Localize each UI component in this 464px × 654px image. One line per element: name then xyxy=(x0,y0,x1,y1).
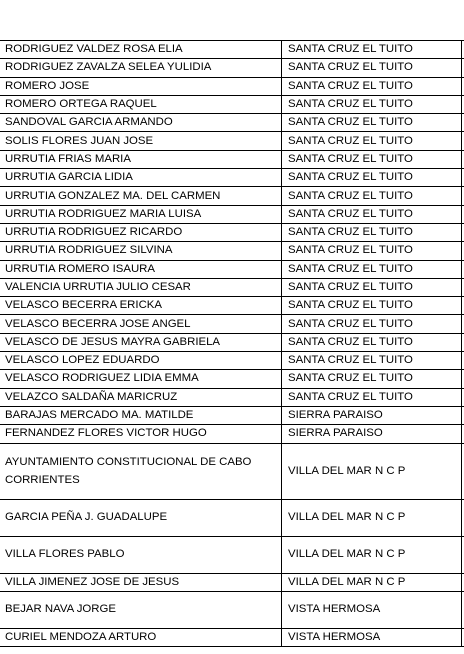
name-cell: SANDOVAL GARCIA ARMANDO xyxy=(0,114,282,132)
name-cell: VALENCIA URRUTIA JULIO CESAR xyxy=(0,278,282,296)
table-row xyxy=(0,425,464,443)
table-row xyxy=(0,242,464,260)
location-cell: VILLA DEL MAR N C P xyxy=(282,499,462,536)
table-row xyxy=(0,223,464,241)
table-row xyxy=(0,150,464,168)
table-row xyxy=(0,536,464,573)
location-cell: SANTA CRUZ EL TUITO xyxy=(282,242,462,260)
table-row xyxy=(0,187,464,205)
location-cell: VILLA DEL MAR N C P xyxy=(282,443,462,499)
name-cell: RODRIGUEZ ZAVALZA SELEA YULIDIA xyxy=(0,59,282,77)
table-row xyxy=(0,77,464,95)
name-cell: CURIEL MENDOZA ARTURO xyxy=(0,628,282,646)
table-row xyxy=(0,591,464,628)
location-cell: SANTA CRUZ EL TUITO xyxy=(282,132,462,150)
name-cell: VELASCO BECERRA JOSE ANGEL xyxy=(0,315,282,333)
name-cell: ROMERO ORTEGA RAQUEL xyxy=(0,95,282,113)
location-cell: SANTA CRUZ EL TUITO xyxy=(282,95,462,113)
records-table xyxy=(0,40,464,647)
location-cell: SANTA CRUZ EL TUITO xyxy=(282,297,462,315)
name-cell: BEJAR NAVA JORGE xyxy=(0,591,282,628)
table-row xyxy=(0,114,464,132)
name-cell: FERNANDEZ FLORES VICTOR HUGO xyxy=(0,425,282,443)
spreadsheet-page xyxy=(0,40,464,647)
location-cell: SANTA CRUZ EL TUITO xyxy=(282,333,462,351)
location-cell: SANTA CRUZ EL TUITO xyxy=(282,370,462,388)
table-row xyxy=(0,443,464,499)
table-row xyxy=(0,59,464,77)
location-cell: SANTA CRUZ EL TUITO xyxy=(282,205,462,223)
table-row xyxy=(0,370,464,388)
name-cell: URRUTIA RODRIGUEZ SILVINA xyxy=(0,242,282,260)
table-row xyxy=(0,260,464,278)
name-cell: AYUNTAMIENTO CONSTITUCIONAL DE CABO CORRIENTES xyxy=(0,443,282,499)
table-row xyxy=(0,352,464,370)
location-cell: SANTA CRUZ EL TUITO xyxy=(282,59,462,77)
table-row xyxy=(0,169,464,187)
name-cell: VELASCO RODRIGUEZ LIDIA EMMA xyxy=(0,370,282,388)
name-cell: VELASCO BECERRA ERICKA xyxy=(0,297,282,315)
table-row xyxy=(0,573,464,591)
name-cell: URRUTIA GONZALEZ MA. DEL CARMEN xyxy=(0,187,282,205)
table-row xyxy=(0,333,464,351)
location-cell: SANTA CRUZ EL TUITO xyxy=(282,41,462,59)
location-cell: SANTA CRUZ EL TUITO xyxy=(282,352,462,370)
name-cell: SOLIS FLORES JUAN JOSE xyxy=(0,132,282,150)
location-cell: SANTA CRUZ EL TUITO xyxy=(282,77,462,95)
name-cell: URRUTIA FRIAS MARIA xyxy=(0,150,282,168)
table-row xyxy=(0,41,464,59)
name-cell: VELASCO LOPEZ EDUARDO xyxy=(0,352,282,370)
table-row xyxy=(0,132,464,150)
location-cell: SANTA CRUZ EL TUITO xyxy=(282,114,462,132)
name-cell: BARAJAS MERCADO MA. MATILDE xyxy=(0,406,282,424)
name-cell: GARCIA PEÑA J. GUADALUPE xyxy=(0,499,282,536)
name-cell: VELASCO DE JESUS MAYRA GABRIELA xyxy=(0,333,282,351)
name-cell: VILLA JIMENEZ JOSE DE JESUS xyxy=(0,573,282,591)
name-cell: VILLA FLORES PABLO xyxy=(0,536,282,573)
table-row xyxy=(0,205,464,223)
table-row xyxy=(0,95,464,113)
name-cell: URRUTIA RODRIGUEZ RICARDO xyxy=(0,223,282,241)
name-cell: RODRIGUEZ VALDEZ ROSA ELIA xyxy=(0,41,282,59)
location-cell: VILLA DEL MAR N C P xyxy=(282,573,462,591)
name-cell: URRUTIA RODRIGUEZ MARIA LUISA xyxy=(0,205,282,223)
table-row xyxy=(0,628,464,646)
table-row xyxy=(0,297,464,315)
name-cell: ROMERO JOSE xyxy=(0,77,282,95)
location-cell: SANTA CRUZ EL TUITO xyxy=(282,278,462,296)
location-cell: SANTA CRUZ EL TUITO xyxy=(282,169,462,187)
table-row xyxy=(0,499,464,536)
table-row xyxy=(0,278,464,296)
name-cell: URRUTIA GARCIA LIDIA xyxy=(0,169,282,187)
location-cell: SANTA CRUZ EL TUITO xyxy=(282,388,462,406)
location-cell: VISTA HERMOSA xyxy=(282,591,462,628)
name-cell: URRUTIA ROMERO ISAURA xyxy=(0,260,282,278)
location-cell: SIERRA PARAISO xyxy=(282,425,462,443)
location-cell: VISTA HERMOSA xyxy=(282,628,462,646)
location-cell: VILLA DEL MAR N C P xyxy=(282,536,462,573)
location-cell: SANTA CRUZ EL TUITO xyxy=(282,260,462,278)
location-cell: SANTA CRUZ EL TUITO xyxy=(282,150,462,168)
table-row xyxy=(0,406,464,424)
table-row xyxy=(0,388,464,406)
location-cell: SANTA CRUZ EL TUITO xyxy=(282,223,462,241)
location-cell: SANTA CRUZ EL TUITO xyxy=(282,315,462,333)
table-row xyxy=(0,315,464,333)
location-cell: SIERRA PARAISO xyxy=(282,406,462,424)
name-cell: VELAZCO SALDAÑA MARICRUZ xyxy=(0,388,282,406)
location-cell: SANTA CRUZ EL TUITO xyxy=(282,187,462,205)
